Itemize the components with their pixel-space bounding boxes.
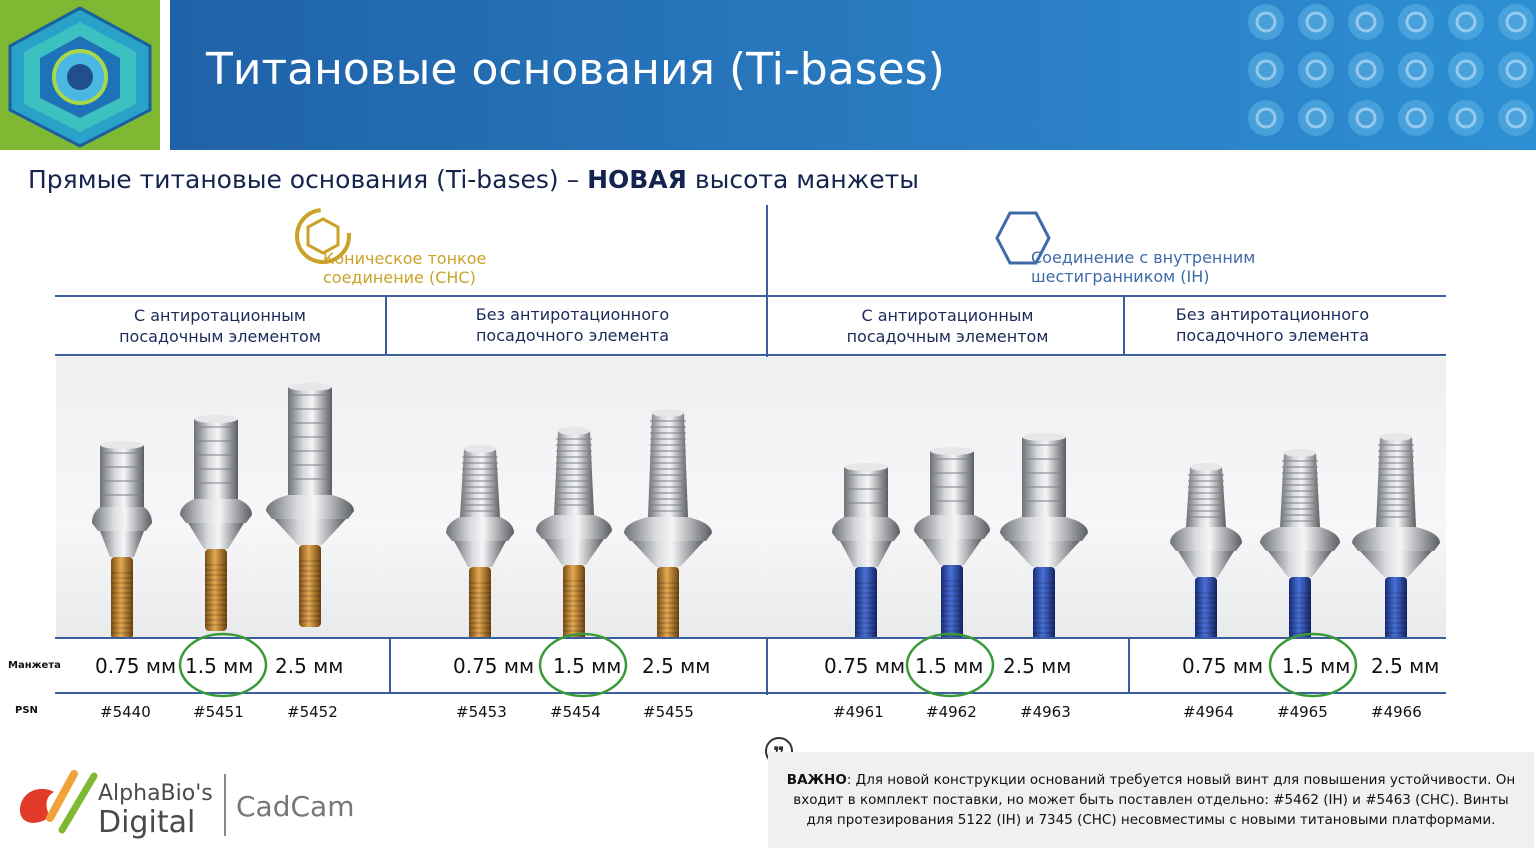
psn-value: #5453	[456, 703, 507, 721]
psn-value: #5440	[100, 703, 151, 721]
cuff-row-label: Манжета	[8, 660, 61, 671]
psn-value: #4961	[833, 703, 884, 721]
header-bottom-line	[55, 354, 1446, 356]
column-divider	[1123, 295, 1125, 356]
abutment-icon	[1170, 463, 1242, 637]
psn-value: #5455	[643, 703, 694, 721]
highlight-circle	[1270, 634, 1356, 696]
psn-value: #4963	[1020, 703, 1071, 721]
column-header: Без антиротационного посадочного элемента	[1175, 305, 1370, 345]
cuff-size-value: 2.5 мм	[642, 654, 711, 678]
cuff-size-value: 1.5 мм	[185, 654, 254, 678]
cuff-size-value: 2.5 мм	[1003, 654, 1072, 678]
product-photo-area	[56, 357, 1446, 637]
abutment-icon	[624, 409, 712, 637]
title-banner	[170, 0, 1536, 150]
psn-row-label: PSN	[15, 705, 38, 716]
brand-name-1: AlphaBio's	[98, 781, 213, 806]
highlight-circle	[540, 634, 626, 696]
page-title: Титановые основания (Ti-bases)	[206, 44, 945, 95]
cuff-size-value: 1.5 мм	[915, 654, 984, 678]
abutment-icon	[92, 441, 152, 637]
abutment-icon	[446, 445, 514, 637]
cuff-size-value: 0.75 мм	[824, 654, 906, 678]
abutment-icon	[266, 383, 354, 627]
important-note: ВАЖНО: Для новой конструкции оснований требуется новый винт для повышения устойчивости. Он входит в комплект поставки, но может быть поставлен отдельно: #5462 (IH) и #5463 (CHC). Винты для протезирования 5122 (IH) и 7345 (CHC) несовместимы с новыми титановыми платформами.	[768, 752, 1534, 848]
highlight-circle	[907, 634, 993, 696]
header-top-line	[55, 295, 1446, 297]
abutment-icon	[914, 447, 990, 637]
brand-name-2: Digital	[98, 805, 196, 840]
column-header: С антиротационным посадочным элементом	[119, 306, 321, 346]
cuff-size-value: 1.5 мм	[1282, 654, 1351, 678]
decorative-pattern	[1236, 0, 1536, 150]
chc-connection-label: Коническое тонкое соединение (CHC)	[323, 249, 487, 287]
cuff-size-value: 0.75 мм	[95, 654, 177, 678]
brand-logo	[10, 770, 370, 850]
ih-connection-label: Соединение с внутренним шестигранником (IH)	[1031, 248, 1256, 286]
psn-value: #5452	[287, 703, 338, 721]
psn-value: #4962	[926, 703, 977, 721]
abutment-icon	[180, 415, 252, 631]
highlight-circles	[0, 628, 1536, 702]
psn-value: #4964	[1183, 703, 1234, 721]
column-header: Без антиротационного посадочного элемента	[475, 305, 670, 345]
hexagon-logo-icon	[0, 0, 160, 150]
highlight-circle	[180, 634, 266, 696]
cuff-size-value: 2.5 мм	[275, 654, 344, 678]
column-header: С антиротационным посадочным элементом	[846, 306, 1049, 346]
cuff-size-value: 2.5 мм	[1371, 654, 1440, 678]
psn-value: #5451	[193, 703, 244, 721]
abutment-icon	[1352, 433, 1440, 637]
psn-value: #5454	[550, 703, 601, 721]
abutment-illustrations	[56, 357, 1446, 637]
psn-value: #4966	[1371, 703, 1422, 721]
psn-value: #4965	[1277, 703, 1328, 721]
abutment-icon	[1000, 433, 1088, 637]
brand-product: CadCam	[236, 790, 355, 823]
alphabio-logo-icon	[10, 770, 370, 850]
column-divider	[385, 295, 387, 356]
cuff-size-value: 1.5 мм	[553, 654, 622, 678]
abutment-icon	[832, 463, 900, 637]
abutment-icon	[536, 427, 612, 637]
abutment-icon	[1260, 449, 1340, 637]
cuff-size-value: 0.75 мм	[453, 654, 535, 678]
cuff-size-value: 0.75 мм	[1182, 654, 1264, 678]
section-subtitle: Прямые титановые основания (Ti-bases) – НОВАЯ высота манжеты	[28, 165, 919, 194]
